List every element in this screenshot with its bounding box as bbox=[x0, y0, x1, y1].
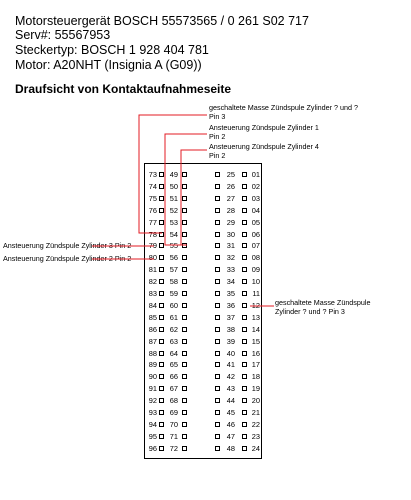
annotation-cyl2: Ansteuerung Zündspule Zylinder 2 Pin 2 bbox=[3, 254, 132, 263]
pin-number: 50 bbox=[169, 181, 178, 191]
pin-number: 69 bbox=[169, 408, 178, 417]
pin-number: 92 bbox=[148, 396, 157, 406]
pin-number: 46 bbox=[226, 419, 235, 429]
pin-number: 21 bbox=[251, 408, 260, 417]
header-connector-line: Steckertyp: BOSCH 1 928 404 781 bbox=[15, 43, 209, 57]
pin-number: 33 bbox=[226, 265, 235, 275]
pin-number: 93 bbox=[148, 408, 157, 417]
annotation-ground-right-line2: Zylinder ? und ? Pin 3 bbox=[275, 307, 345, 316]
pin-number: 43 bbox=[226, 384, 235, 394]
pin-number: 29 bbox=[226, 217, 235, 227]
pin-number: 20 bbox=[251, 396, 260, 406]
pin-number: 35 bbox=[226, 289, 235, 298]
pin-number: 59 bbox=[169, 289, 178, 298]
annotation-cyl1-line2: Pin 2 bbox=[209, 132, 226, 141]
pin-number: 23 bbox=[251, 431, 260, 441]
pin-number: 07 bbox=[251, 241, 260, 251]
pin-number: 78 bbox=[148, 229, 157, 239]
pin-number: 40 bbox=[226, 348, 235, 358]
pin-number: 94 bbox=[148, 419, 157, 429]
pin-number: 42 bbox=[226, 372, 235, 382]
pin-number: 75 bbox=[148, 193, 157, 203]
pin-number: 58 bbox=[169, 277, 178, 287]
pin-number: 22 bbox=[251, 419, 260, 429]
annotation-cyl3: Ansteuerung Zündspule Zylinder 3 Pin 2 bbox=[3, 241, 132, 250]
pin-number: 03 bbox=[251, 193, 260, 203]
pin-number: 17 bbox=[251, 360, 260, 370]
header-ecu-line: Motorsteuergerät BOSCH 55573565 / 0 261 S02 717 bbox=[15, 14, 309, 28]
pin-number: 67 bbox=[169, 384, 178, 394]
pin-number: 86 bbox=[148, 324, 157, 334]
pin-number: 01 bbox=[251, 170, 260, 179]
pin-number: 53 bbox=[169, 217, 178, 227]
pin-number: 71 bbox=[169, 431, 178, 441]
pin-number: 81 bbox=[148, 265, 157, 275]
pin-number: 11 bbox=[252, 289, 260, 298]
pin-number: 30 bbox=[226, 229, 235, 239]
header-engine-line: Motor: A20NHT (Insignia A (G09)) bbox=[15, 58, 202, 72]
pin-number: 76 bbox=[148, 205, 157, 215]
annotation-ground-top-line1: geschaltete Masse Zündspule Zylinder ? und ? bbox=[209, 103, 359, 112]
pin-number: 65 bbox=[169, 360, 178, 370]
pin-number: 05 bbox=[251, 217, 260, 227]
pin-number: 87 bbox=[148, 336, 157, 346]
pin-number: 66 bbox=[169, 372, 178, 382]
pin-number: 14 bbox=[251, 324, 260, 334]
pin-number: 37 bbox=[226, 312, 235, 322]
pin-number: 09 bbox=[251, 265, 260, 275]
pin-number: 73 bbox=[148, 170, 157, 179]
annotation-cyl4-line1: Ansteuerung Zündspule Zylinder 4 bbox=[209, 142, 319, 151]
pin-number: 24 bbox=[251, 443, 260, 453]
pin-number: 47 bbox=[226, 431, 235, 441]
pin-number: 56 bbox=[169, 253, 178, 263]
pin-number: 04 bbox=[251, 205, 260, 215]
pin-number: 10 bbox=[251, 277, 260, 287]
pin-number: 16 bbox=[251, 348, 260, 358]
pin-number: 45 bbox=[226, 408, 235, 417]
pin-number: 41 bbox=[226, 360, 235, 370]
pin-number: 74 bbox=[148, 181, 157, 191]
pin-number: 51 bbox=[169, 193, 178, 203]
pin-number: 84 bbox=[148, 300, 157, 310]
pin-number: 13 bbox=[251, 312, 260, 322]
annotation-cyl1-line1: Ansteuerung Zündspule Zylinder 1 bbox=[209, 123, 319, 132]
pin-number: 82 bbox=[148, 277, 157, 287]
pin-number: 12 bbox=[251, 300, 260, 310]
pin-number: 95 bbox=[148, 431, 157, 441]
pin-number: 36 bbox=[226, 300, 235, 310]
pin-number: 63 bbox=[169, 336, 178, 346]
pin-number: 55 bbox=[169, 241, 178, 251]
pin-number: 26 bbox=[226, 181, 235, 191]
diagram-title: Draufsicht von Kontaktaufnahmeseite bbox=[15, 82, 232, 96]
pin-number: 83 bbox=[148, 289, 157, 298]
annotation-ground-top-line2: Pin 3 bbox=[209, 112, 226, 121]
pin-number: 15 bbox=[251, 336, 260, 346]
pin-number: 88 bbox=[148, 348, 157, 358]
pin-number: 96 bbox=[148, 443, 157, 453]
pin-number: 72 bbox=[169, 443, 178, 453]
leader-line-cyl1 bbox=[165, 134, 207, 245]
pin-number: 02 bbox=[251, 181, 260, 191]
pin-number: 91 bbox=[148, 384, 157, 394]
annotation-cyl4-line2: Pin 2 bbox=[209, 151, 226, 160]
pin-number: 90 bbox=[148, 372, 157, 382]
pin-number: 52 bbox=[169, 205, 178, 215]
pin-number: 89 bbox=[148, 360, 157, 370]
pin-number: 39 bbox=[226, 336, 235, 346]
pin-number: 77 bbox=[148, 217, 157, 227]
pin-number: 54 bbox=[169, 229, 178, 239]
pin-number: 28 bbox=[226, 205, 235, 215]
pin-number: 85 bbox=[148, 312, 157, 322]
pin-number: 08 bbox=[251, 253, 260, 263]
pin-number: 32 bbox=[226, 253, 235, 263]
pin-number: 79 bbox=[148, 241, 157, 251]
pin-number: 19 bbox=[251, 384, 260, 394]
header-serv-line: Serv#: 55567953 bbox=[15, 28, 111, 42]
pin-number: 38 bbox=[226, 324, 235, 334]
annotation-ground-right-line1: geschaltete Masse Zündspule bbox=[275, 298, 371, 307]
pin-number: 18 bbox=[251, 372, 260, 382]
pin-number: 60 bbox=[169, 300, 178, 310]
pin-number: 70 bbox=[169, 419, 178, 429]
pin-number: 06 bbox=[251, 229, 260, 239]
pin-number: 64 bbox=[169, 348, 178, 358]
pin-number: 80 bbox=[148, 253, 157, 263]
pin-number: 62 bbox=[169, 324, 178, 334]
pin-number: 57 bbox=[169, 265, 178, 275]
pin-number: 31 bbox=[226, 241, 235, 251]
pin-number: 25 bbox=[226, 170, 235, 179]
pin-number: 68 bbox=[169, 396, 178, 406]
pin-number: 34 bbox=[226, 277, 235, 287]
pin-number: 44 bbox=[226, 396, 235, 406]
pin-number: 61 bbox=[169, 312, 178, 322]
pin-number: 49 bbox=[169, 170, 178, 179]
pin-number: 48 bbox=[226, 443, 235, 453]
pin-number: 27 bbox=[226, 193, 235, 203]
leader-line-ground-top bbox=[139, 115, 207, 233]
leader-line-cyl4 bbox=[181, 150, 207, 245]
